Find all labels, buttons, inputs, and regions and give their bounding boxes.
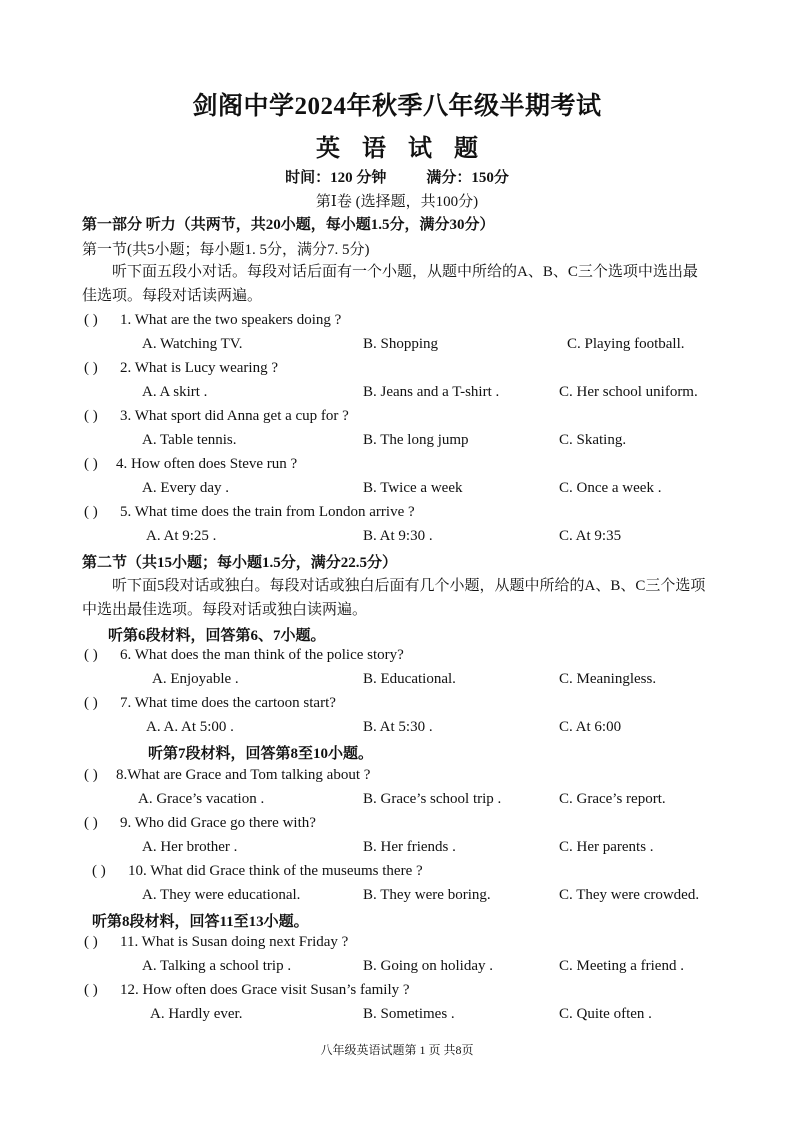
option-b[interactable]: B. At 5:30 . xyxy=(363,719,433,735)
question-text: 9. Who did Grace go there with? xyxy=(120,815,316,831)
option-b[interactable]: B. Sometimes . xyxy=(363,1006,455,1022)
option-c[interactable]: C. Quite often . xyxy=(559,1006,652,1022)
question-text: 4. How often does Steve run ? xyxy=(116,456,298,472)
question-text: 1. What are the two speakers doing ? xyxy=(120,312,342,328)
option-c[interactable]: C. Meeting a friend . xyxy=(559,958,684,974)
page-footer: 八年级英语试题第 1 页 共8页 xyxy=(320,1043,474,1057)
option-c[interactable]: C. Skating. xyxy=(559,432,627,448)
option-c[interactable]: C. At 6:00 xyxy=(559,719,622,735)
question-text: 7. What time does the cartoon start? xyxy=(120,695,336,711)
section2-instructions: 听下面5段对话或独白。每段对话或独白后面有几个小题，从题中所给的A、B、C三个选项中选出最佳选项。每段对话或独白读两遍。 xyxy=(82,578,706,618)
option-b[interactable]: B. Shopping xyxy=(363,336,439,352)
question-text: 3. What sport did Anna get a cup for ? xyxy=(120,408,349,424)
answer-blank[interactable]: ( ) xyxy=(84,767,98,783)
volume-label: 第Ⅰ卷 (选择题，共100分) xyxy=(315,194,479,210)
option-c[interactable]: C. Her school uniform. xyxy=(559,384,698,400)
option-c[interactable]: C. Once a week . xyxy=(559,480,662,496)
option-b[interactable]: B. Her friends . xyxy=(363,839,456,855)
answer-blank[interactable]: ( ) xyxy=(84,408,98,424)
option-b[interactable]: B. Grace’s school trip . xyxy=(363,791,502,807)
question-text: 8.What are Grace and Tom talking about ? xyxy=(116,767,371,783)
answer-blank[interactable]: ( ) xyxy=(84,815,98,831)
option-a[interactable]: A. A skirt . xyxy=(142,384,208,400)
option-c[interactable]: C. Grace’s report. xyxy=(559,791,666,807)
option-b[interactable]: B. The long jump xyxy=(363,432,469,448)
option-b[interactable]: B. Educational. xyxy=(363,671,456,687)
option-a[interactable]: A. At 9:25 . xyxy=(146,528,217,544)
exam-meta xyxy=(0,166,794,187)
group-heading-8: 听第8段材料，回答11至13小题。 xyxy=(92,914,309,930)
question-text: 5. What time does the train from London arrive ? xyxy=(120,504,415,520)
option-c[interactable]: C. Playing football. xyxy=(567,336,685,352)
exam-title: 剑阁中学2024年秋季八年级半期考试 xyxy=(192,93,602,120)
option-c[interactable]: C. Her parents . xyxy=(559,839,654,855)
option-b[interactable]: B. Jeans and a T-shirt . xyxy=(363,384,500,400)
option-a[interactable]: A. Her brother . xyxy=(142,839,238,855)
option-b[interactable]: B. Going on holiday . xyxy=(363,958,493,974)
option-c[interactable]: C. They were crowded. xyxy=(559,887,700,903)
answer-blank[interactable]: ( ) xyxy=(84,982,98,998)
option-a[interactable]: A. Table tennis. xyxy=(142,432,237,448)
question-text: 10. What did Grace think of the museums there ? xyxy=(128,863,423,879)
part1-heading: 第一部分 听力（共两节，共20小题，每小题1.5分，满分30分） xyxy=(82,217,495,233)
answer-blank[interactable]: ( ) xyxy=(84,360,98,376)
option-a[interactable]: A. A. At 5:00 . xyxy=(146,719,234,735)
option-a[interactable]: A. Grace’s vacation . xyxy=(138,791,265,807)
option-a[interactable]: A. Talking a school trip . xyxy=(142,958,292,974)
option-a[interactable]: A. Hardly ever. xyxy=(150,1006,243,1022)
question-text: 11. What is Susan doing next Friday ? xyxy=(120,934,349,950)
option-a[interactable]: A. Watching TV. xyxy=(142,336,243,352)
answer-blank[interactable]: ( ) xyxy=(84,934,98,950)
option-b[interactable]: B. Twice a week xyxy=(363,480,463,496)
exam-subtitle: 英 语 试 题 xyxy=(316,136,486,162)
answer-blank[interactable]: ( ) xyxy=(84,695,98,711)
answer-blank[interactable]: ( ) xyxy=(92,863,106,879)
answer-blank[interactable]: ( ) xyxy=(84,504,98,520)
full-score: 满分：150分 xyxy=(426,170,509,186)
option-b[interactable]: B. They were boring. xyxy=(363,887,491,903)
option-a[interactable]: A. Enjoyable . xyxy=(152,671,239,687)
group-heading-7: 听第7段材料，回答第8至10小题。 xyxy=(148,746,374,762)
option-c[interactable]: C. Meaningless. xyxy=(559,671,657,687)
answer-blank[interactable]: ( ) xyxy=(84,312,98,328)
group-heading-6: 听第6段材料，回答第6、7小题。 xyxy=(108,628,326,644)
option-b[interactable]: B. At 9:30 . xyxy=(363,528,433,544)
answer-blank[interactable]: ( ) xyxy=(84,647,98,663)
time-limit: 时间：120 分钟 xyxy=(285,170,387,186)
option-a[interactable]: A. They were educational. xyxy=(142,887,301,903)
option-c[interactable]: C. At 9:35 xyxy=(559,528,622,544)
question-text: 2. What is Lucy wearing ? xyxy=(120,360,279,376)
option-a[interactable]: A. Every day . xyxy=(142,480,230,496)
section1-heading: 第一节(共5小题；每小题1. 5分，满分7. 5分) xyxy=(82,242,370,258)
section1-instructions: 听下面五段小对话。每段对话后面有一个小题，从题中所给的A、B、C三个选项中选出最佳选项。每段对话读两遍。 xyxy=(82,264,698,304)
answer-blank[interactable]: ( ) xyxy=(84,456,98,472)
question-text: 6. What does the man think of the police story? xyxy=(120,647,404,663)
section2-heading: 第二节（共15小题；每小题1.5分，满分22.5分） xyxy=(82,555,398,571)
question-text: 12. How often does Grace visit Susan’s family ? xyxy=(120,982,410,998)
